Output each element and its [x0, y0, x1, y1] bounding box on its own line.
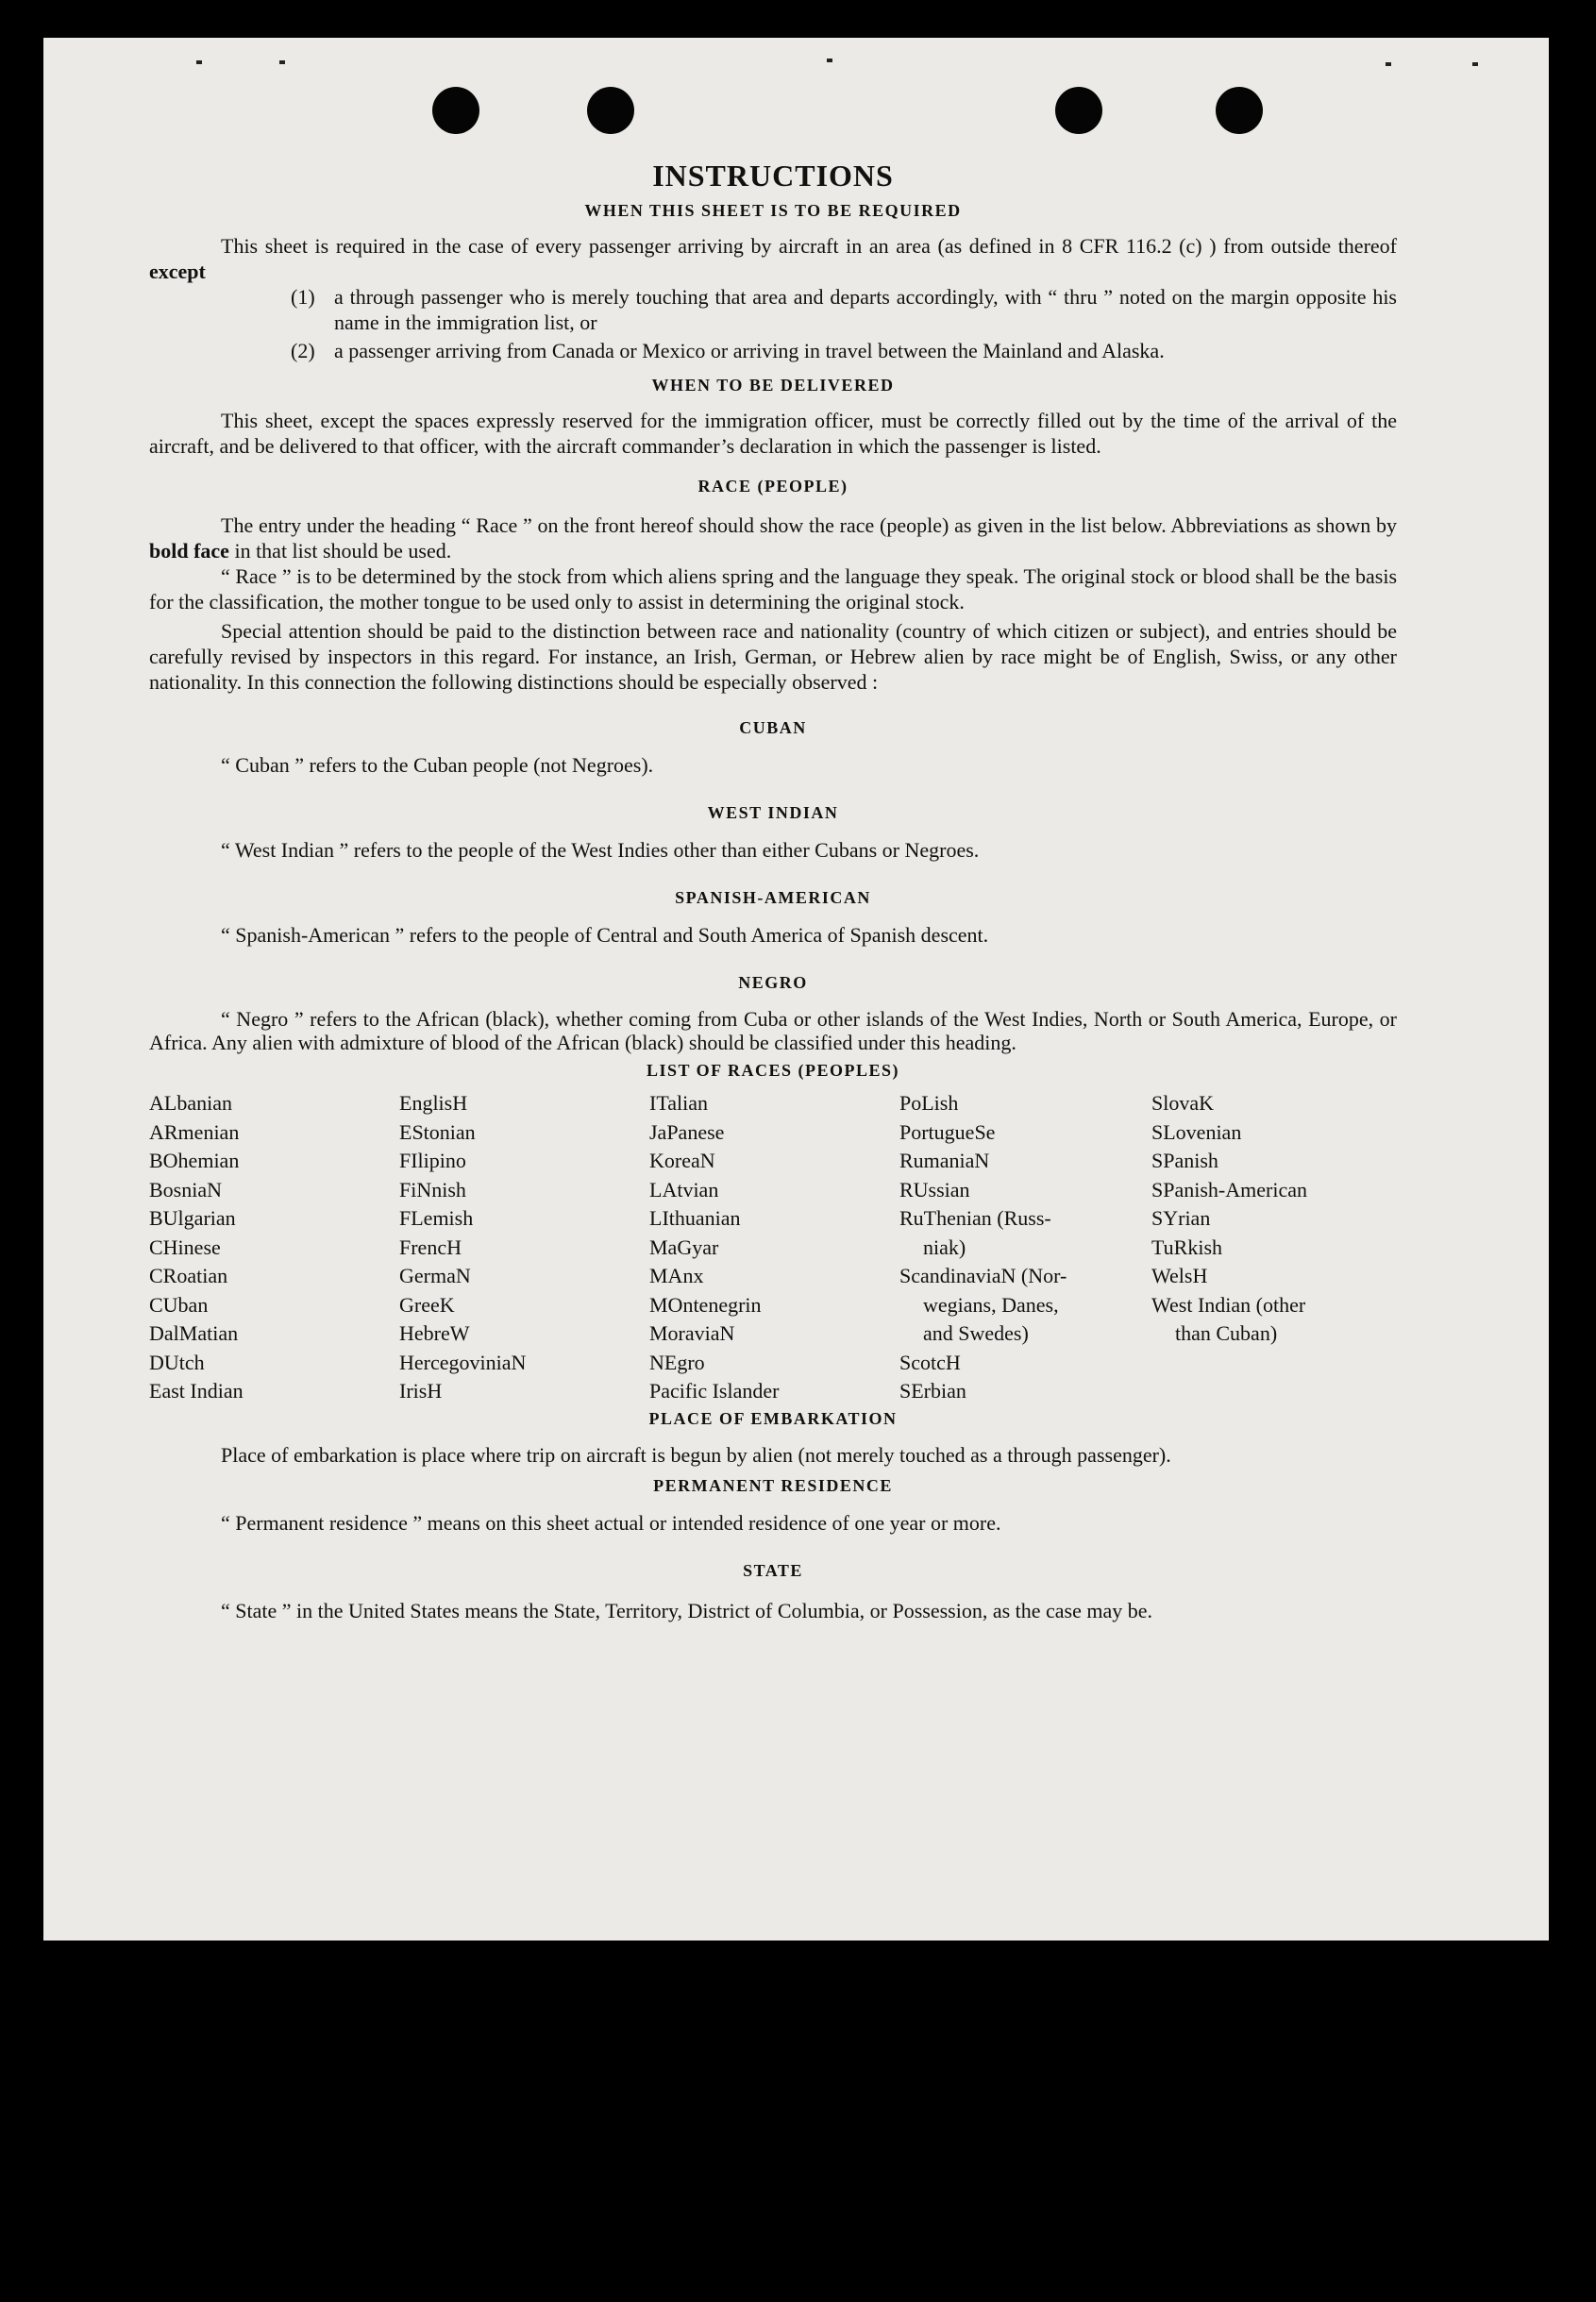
required-intro: This sheet is required in the case of every passenger arriving by aircraft in an area (as defined in 8 CFR 116.2 (c) ) from outside thereof — [221, 234, 1397, 258]
race-entry: ALbanian — [149, 1091, 232, 1115]
race-entry: SLovenian — [1151, 1119, 1242, 1144]
races-column-4 — [899, 1089, 1151, 1406]
race-entry: EnglisH — [399, 1091, 468, 1115]
speck — [827, 59, 832, 62]
cuban-paragraph: “ Cuban ” refers to the Cuban people (not Negroes). — [221, 753, 654, 777]
race-entry: LIthuanian — [649, 1206, 741, 1230]
race-entry: CRoatian — [149, 1264, 228, 1287]
race-entry-continued: wegians, Danes, — [923, 1292, 1059, 1317]
page-title: INSTRUCTIONS — [652, 159, 894, 193]
race-entry: PoLish — [899, 1091, 959, 1115]
spanish-american-paragraph: “ Spanish-American ” refers to the people of Central and South America of Spanish descent. — [221, 923, 989, 947]
races-column-1 — [149, 1089, 399, 1406]
races-column-3 — [649, 1089, 899, 1406]
section-heading-race: RACE (PEOPLE) — [697, 477, 848, 496]
section-heading-embarkation: PLACE OF EMBARKATION — [648, 1408, 898, 1428]
delivered-paragraph: This sheet, except the spaces expressly reserved for the immigration officer, must be correctly filled out by the time of the arrival of the aircraft, and be delivered to that officer, with the aircraft commander’s declaration in which the passenger is listed. — [149, 409, 1397, 458]
item-number: (1) — [291, 285, 315, 309]
race-p1-text-end: in that list should be used. — [234, 539, 452, 563]
race-paragraph-1 — [149, 512, 1397, 563]
race-entry: FIlipino — [399, 1149, 466, 1172]
race-entry: ARmenian — [149, 1119, 240, 1144]
section-heading-spanish-american: SPANISH-AMERICAN — [675, 888, 871, 907]
race-entry: MAnx — [649, 1264, 704, 1287]
race-entry: MOntenegrin — [649, 1292, 762, 1317]
race-entry: MoraviaN — [649, 1321, 735, 1345]
race-entry: RuThenian (Russ- — [899, 1206, 1051, 1230]
instructions-content — [149, 121, 1397, 1626]
race-entry: SPanish — [1151, 1149, 1218, 1172]
race-entry: FiNnish — [399, 1177, 466, 1201]
race-entry: SlovaK — [1151, 1091, 1214, 1115]
speck — [279, 60, 285, 64]
section-heading-west-indian: WEST INDIAN — [707, 803, 839, 822]
race-entry: East Indian — [149, 1379, 244, 1403]
race-entry: SYrian — [1151, 1206, 1211, 1230]
race-entry: IrisH — [399, 1379, 443, 1403]
races-table — [149, 1089, 1397, 1406]
race-entry: MaGyar — [649, 1235, 719, 1259]
section-heading-when-delivered: WHEN TO BE DELIVERED — [651, 376, 895, 395]
race-entry: SPanish-American — [1151, 1177, 1307, 1201]
required-except: except — [149, 260, 206, 283]
race-entry: GermaN — [399, 1264, 471, 1287]
race-p1-text: The entry under the heading “ Race ” on the front hereof should show the race (people) as given in the list below. Abbreviations as shown by — [221, 513, 1397, 537]
race-entry: PortugueSe — [899, 1119, 996, 1144]
race-entry: SErbian — [899, 1379, 966, 1403]
race-entry: KoreaN — [649, 1149, 715, 1172]
race-entry: DUtch — [149, 1350, 205, 1374]
race-entry: CHinese — [149, 1235, 221, 1259]
race-entry: ScotcH — [899, 1350, 961, 1374]
race-entry: FLemish — [399, 1206, 474, 1230]
race-entry: CUban — [149, 1292, 209, 1317]
race-entry: West Indian (other — [1151, 1292, 1306, 1317]
race-entry-continued: niak) — [923, 1235, 966, 1259]
item-text: a through passenger who is merely touching that area and departs accordingly, with “ thru ” noted on the margin opposite his name in the immigration list, or — [334, 285, 1397, 334]
race-entry: DalMatian — [149, 1321, 239, 1345]
item-text: a passenger arriving from Canada or Mexico or arriving in travel between the Mainland and Alaska. — [334, 339, 1165, 362]
race-entry: ITalian — [649, 1091, 708, 1115]
race-entry: HercegoviniaN — [399, 1350, 527, 1374]
race-entry: BUlgarian — [149, 1206, 236, 1230]
race-entry: ScandinaviaN (Nor- — [899, 1264, 1067, 1287]
race-entry: FrencH — [399, 1235, 462, 1259]
section-heading-residence: PERMANENT RESIDENCE — [653, 1475, 893, 1495]
list-item — [291, 284, 1397, 335]
state-paragraph: “ State ” in the United States means the State, Territory, District of Columbia, or Possession, as the case may be. — [221, 1598, 1153, 1622]
race-paragraph-2: “ Race ” is to be determined by the stock from which aliens spring and the language they speak. The original stock or blood shall be the basis for the classification, the mother tongue to be used only to assist in determining the original stock. — [149, 564, 1397, 613]
race-entry: BOhemian — [149, 1149, 240, 1172]
embarkation-paragraph: Place of embarkation is place where trip on aircraft is begun by alien (not merely touched as a through passenger). — [221, 1442, 1171, 1467]
race-paragraph-3: Special attention should be paid to the distinction between race and nationality (country of which citizen or subject), and entries should be carefully revised by inspectors in this regard. For instance, an Irish, German, or Hebrew alien by race might be of English, Swiss, or any other nationality. In this connection the following distinctions should be especially observed : — [149, 619, 1397, 694]
race-entry: GreeK — [399, 1292, 455, 1317]
speck — [1386, 62, 1391, 66]
speck — [1472, 62, 1478, 66]
race-entry: JaPanese — [649, 1119, 725, 1144]
race-entry: HebreW — [399, 1321, 470, 1345]
race-entry-continued: and Swedes) — [923, 1321, 1029, 1345]
race-entry: NEgro — [649, 1350, 705, 1374]
race-entry: RumaniaN — [899, 1149, 990, 1172]
race-entry: LAtvian — [649, 1177, 719, 1201]
item-number: (2) — [291, 339, 315, 362]
race-entry: WelsH — [1151, 1264, 1208, 1287]
race-p1-bold: bold face — [149, 539, 229, 563]
residence-paragraph: “ Permanent residence ” means on this sheet actual or intended residence of one year or more. — [221, 1510, 1001, 1535]
west-indian-paragraph: “ West Indian ” refers to the people of the West Indies other than either Cubans or Negroes. — [221, 838, 980, 862]
races-column-5 — [1151, 1089, 1397, 1406]
required-paragraph — [149, 233, 1397, 284]
list-item — [291, 338, 1397, 363]
speck — [196, 60, 202, 64]
section-heading-when-required: WHEN THIS SHEET IS TO BE REQUIRED — [584, 201, 962, 220]
section-heading-negro: NEGRO — [738, 973, 808, 992]
races-column-2 — [399, 1089, 649, 1406]
race-entry: BosniaN — [149, 1177, 222, 1201]
race-entry: Pacific Islander — [649, 1379, 780, 1403]
section-heading-state: STATE — [743, 1560, 803, 1580]
section-heading-list-of-races: LIST OF RACES (PEOPLES) — [646, 1061, 900, 1080]
race-entry-continued: than Cuban) — [1175, 1321, 1278, 1345]
race-entry: RUssian — [899, 1177, 970, 1201]
negro-paragraph: “ Negro ” refers to the African (black), whether coming from Cuba or other islands of the West Indies, North or South America, Europe, or Africa. Any alien with admixture of blood of the African (black) should be classified under this heading. — [149, 1007, 1397, 1054]
race-entry: EStonian — [399, 1119, 476, 1144]
section-heading-cuban: CUBAN — [739, 718, 807, 737]
race-entry: TuRkish — [1151, 1235, 1223, 1259]
